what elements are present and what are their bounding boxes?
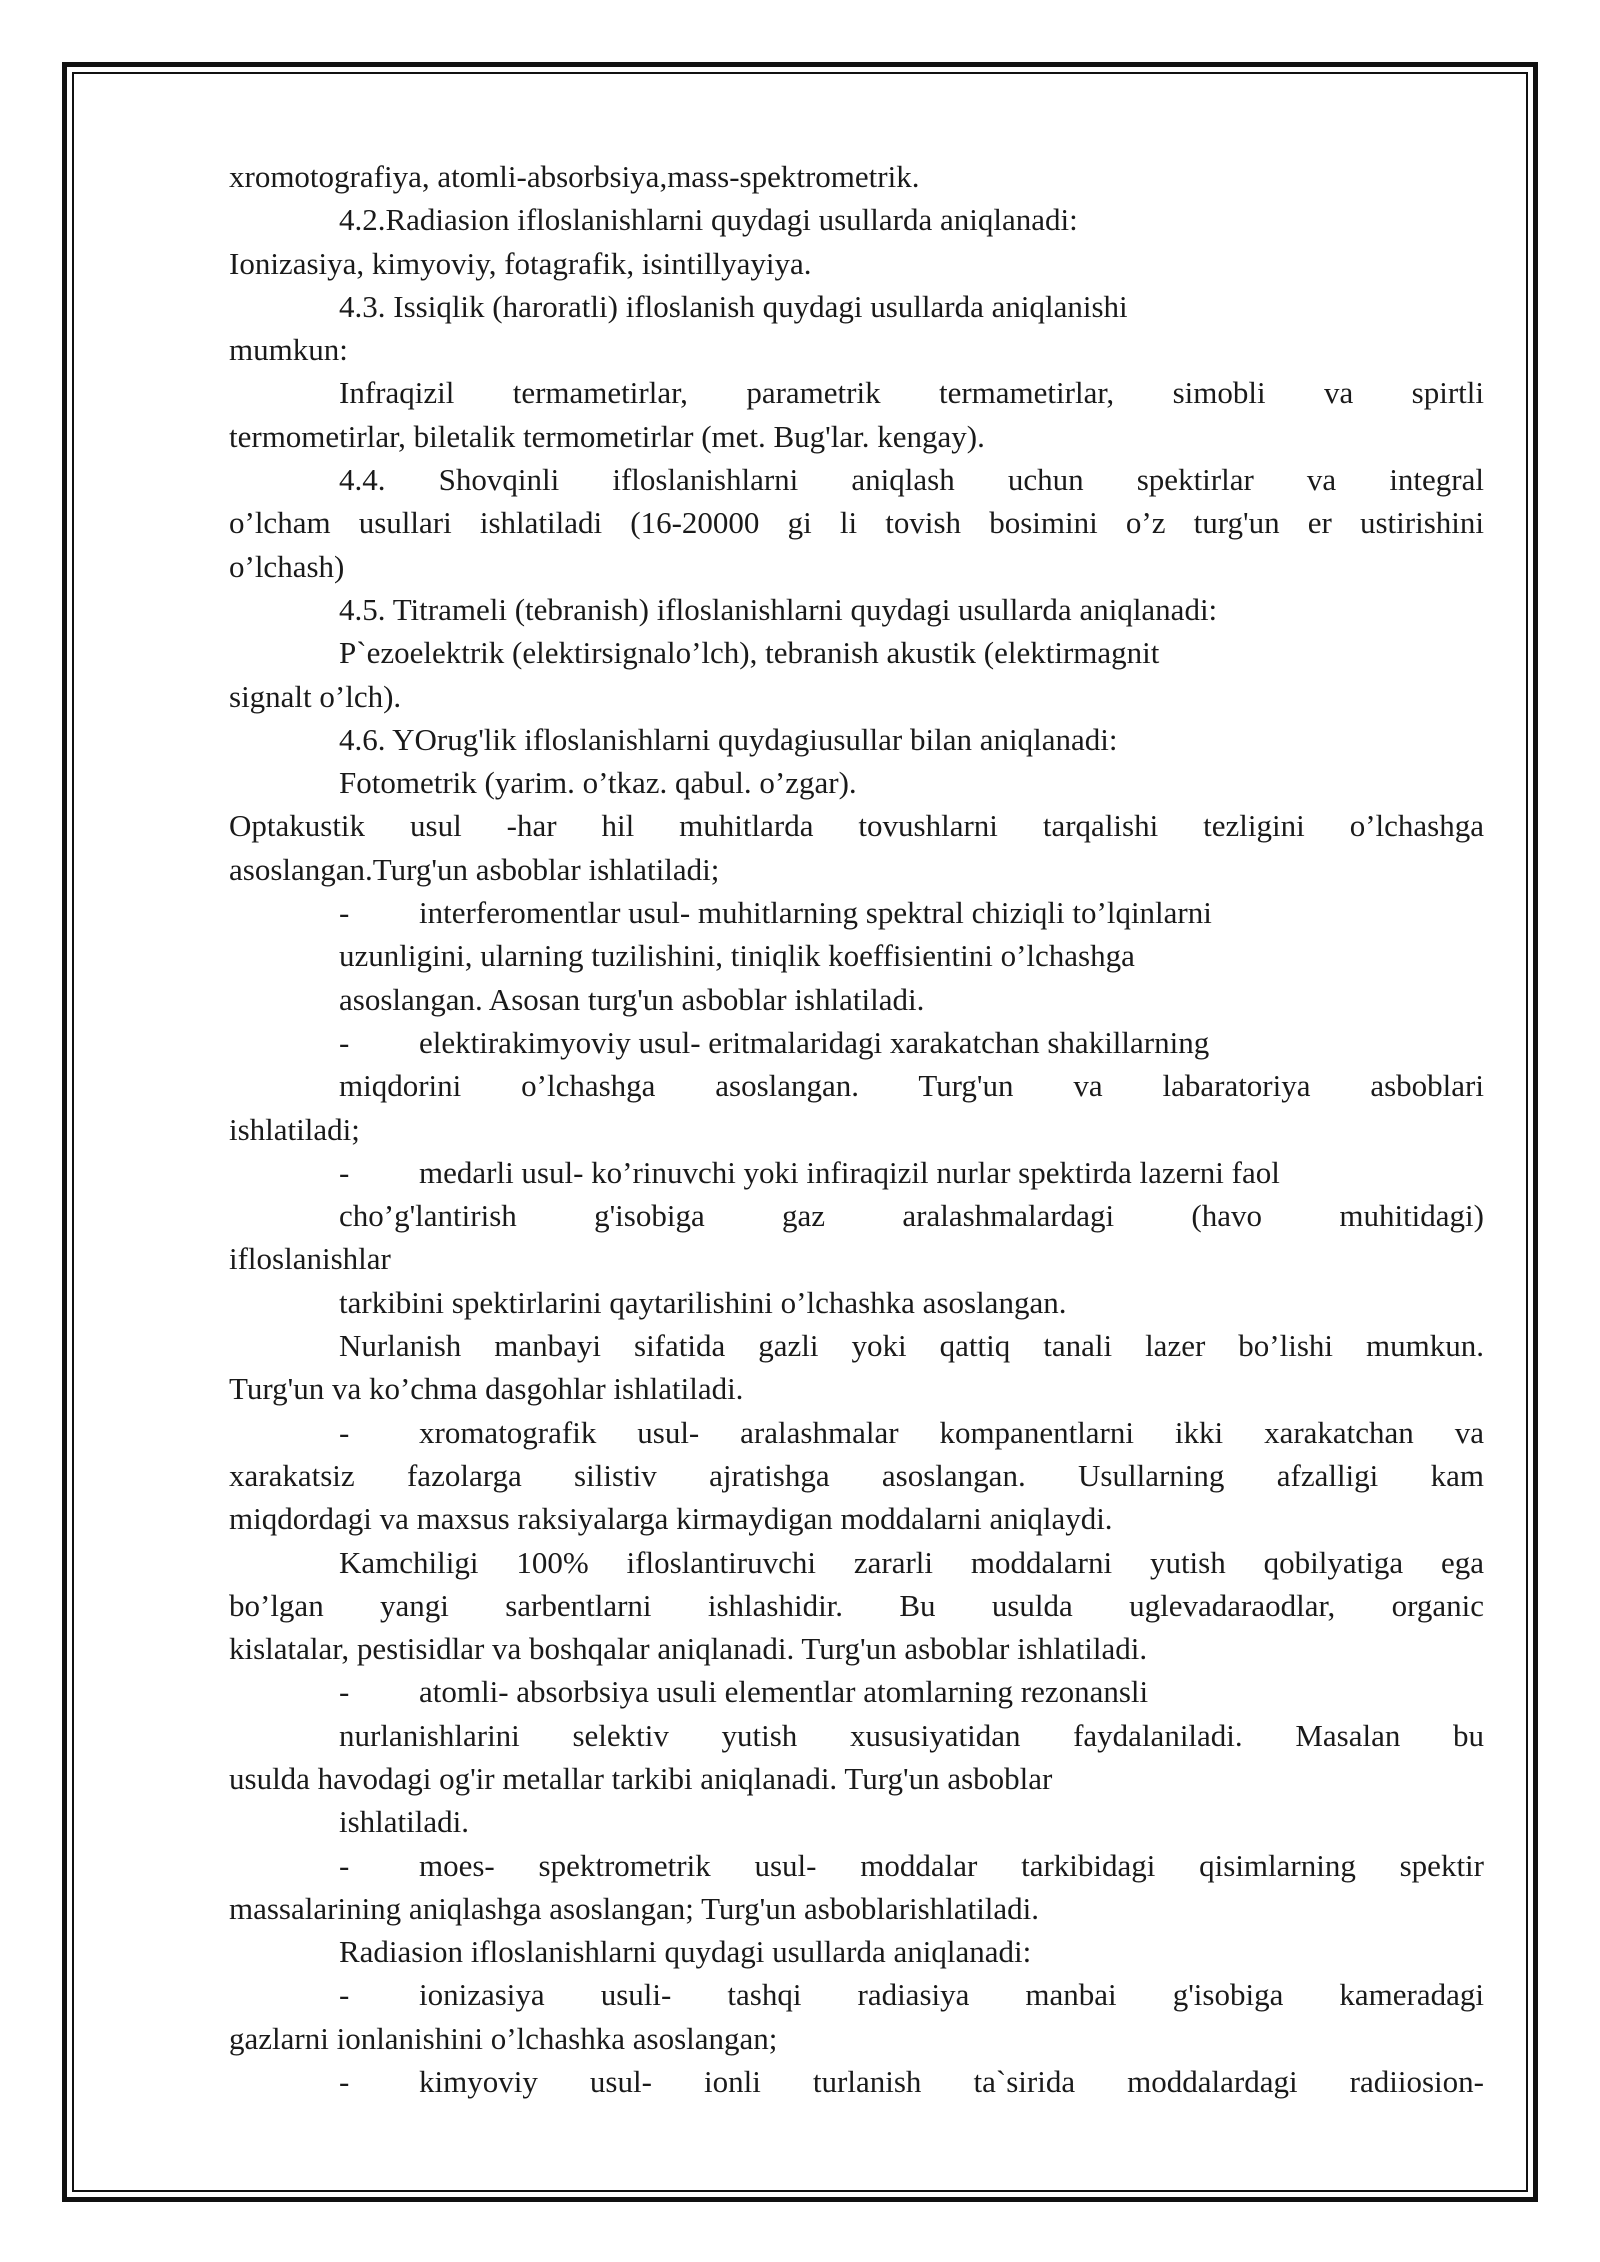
text-line: Infraqizil termametirlar, parametrik termametirlar, simobli va spirtli	[339, 375, 1484, 411]
text-line: mumkun:	[229, 332, 348, 368]
text-line: xarakatsiz fazolarga silistiv ajratishga asoslangan. Usullarning afzalligi kam	[229, 1457, 1484, 1493]
bullet-dash: -	[339, 1674, 350, 1710]
bullet-item	[229, 1973, 1484, 2016]
text-line: medarli usul- ko’rinuvchi yoki infiraqizil nurlar spektirda lazerni faol	[419, 1154, 1280, 1190]
text-line: Nurlanish manbayi sifatida gazli yoki qattiq tanali lazer bo’lishi mumkun.	[339, 1328, 1484, 1364]
text-line: ifloslanishlar	[229, 1241, 391, 1277]
text-line: usulda havodagi og'ir metallar tarkibi aniqlanadi. Turg'un asboblar	[229, 1760, 1053, 1796]
text-line: P`ezoelektrik (elektirsignalo’lch), tebranish akustik (elektirmagnit	[339, 635, 1160, 671]
bullet-item	[229, 1670, 1484, 1713]
text-line: signalt o’lch).	[229, 678, 402, 714]
text-line: ionizasiya usuli- tashqi radiasiya manbai g'isobiga kameradagi	[419, 1977, 1484, 2013]
text-line: Radiasion ifloslanishlarni quydagi usullarda aniqlanadi:	[339, 1934, 1032, 1970]
text-line: Optakustik usul -har hil muhitlarda tovushlarni tarqalishi tezligini o’lchashga	[229, 808, 1484, 844]
text-line: 4.6. YOrug'lik ifloslanishlarni quydagiusullar bilan aniqlanadi:	[339, 721, 1118, 757]
bullet-dash: -	[339, 1977, 350, 2013]
bullet-dash: -	[339, 1847, 350, 1883]
text-line: bo’lgan yangi sarbentlarni ishlashidir. Bu usulda uglevadaraodlar, organic	[229, 1587, 1484, 1623]
bullet-dash: -	[339, 1154, 350, 1190]
bullet-item	[229, 2060, 1484, 2103]
text-line: Ionizasiya, kimyoviy, fotagrafik, isintillyayiya.	[229, 245, 812, 281]
text-line: 4.5. Titrameli (tebranish) ifloslanishlarni quydagi usullarda aniqlanadi:	[339, 591, 1218, 627]
text-line: nurlanishlarini selektiv yutish xususiyatidan faydalaniladi. Masalan bu	[339, 1717, 1484, 1753]
text-line: elektirakimyoviy usul- eritmalaridagi xarakatchan shakillarning	[419, 1024, 1210, 1060]
text-line: atomli- absorbsiya usuli elementlar atomlarning rezonansli	[419, 1674, 1149, 1710]
bullet-item	[229, 891, 1484, 934]
bullet-item	[229, 1151, 1484, 1194]
text-line: miqdordagi va maxsus raksiyalarga kirmaydigan moddalarni aniqlaydi.	[229, 1501, 1113, 1537]
text-line: miqdorini o’lchashga asoslangan. Turg'un va labaratoriya asboblari	[339, 1068, 1484, 1104]
text-line: Turg'un va ko’chma dasgohlar ishlatiladi.	[229, 1371, 744, 1407]
text-line: moes- spektrometrik usul- moddalar tarkibidagi qisimlarning spektir	[419, 1847, 1484, 1883]
text-line: tarkibini spektirlarini qaytarilishini o’lchashka asoslangan.	[339, 1284, 1067, 1320]
text-line: xromotografiya, atomli-absorbsiya,mass-spektrometrik.	[229, 159, 920, 194]
text-line: ishlatiladi.	[339, 1804, 470, 1840]
text-line: interferomentlar usul- muhitlarning spektral chiziqli to’lqinlarni	[419, 895, 1212, 931]
text-line: xromatografik usul- aralashmalar kompanentlarni ikki xarakatchan va	[419, 1414, 1484, 1450]
text-line: 4.3. Issiqlik (haroratli) ifloslanish quydagi usullarda aniqlanishi	[339, 288, 1128, 324]
text-line: Fotometrik (yarim. o’tkaz. qabul. o’zgar).	[339, 765, 857, 801]
bullet-dash: -	[339, 895, 350, 931]
bullet-item	[229, 1021, 1484, 1064]
text-line: asoslangan.Turg'un asboblar ishlatiladi;	[229, 851, 720, 887]
text-line: cho’g'lantirish g'isobiga gaz aralashmalardagi (havo muhitidagi)	[339, 1198, 1484, 1234]
text-line: asoslangan. Asosan turg'un asboblar ishlatiladi.	[339, 981, 925, 1017]
text-line: 4.4. Shovqinli ifloslanishlarni aniqlash uchun spektirlar va integral	[339, 462, 1484, 498]
bullet-dash: -	[339, 2064, 350, 2100]
document-body	[229, 155, 1484, 2103]
text-line: gazlarni ionlanishini o’lchashka asoslangan;	[229, 2020, 778, 2056]
text-line: termometirlar, biletalik termometirlar (met. Bug'lar. kengay).	[229, 418, 985, 454]
text-line: kimyoviy usul- ionli turlanish ta`sirida moddalardagi radiiosion-	[419, 2064, 1484, 2100]
text-line: massalarining aniqlashga asoslangan; Turg'un asboblarishlatiladi.	[229, 1890, 1040, 1926]
bullet-dash: -	[339, 1024, 350, 1060]
bullet-item	[229, 1411, 1484, 1454]
text-line: 4.2.Radiasion ifloslanishlarni quydagi usullarda aniqlanadi:	[339, 202, 1078, 238]
text-line: ishlatiladi;	[229, 1111, 360, 1147]
bullet-item	[229, 1844, 1484, 1887]
text-line: Kamchiligi 100% ifloslantiruvchi zararli moddalarni yutish qobilyatiga ega	[339, 1544, 1484, 1580]
text-line: uzunligini, ularning tuzilishini, tiniqlik koeffisientini o’lchashga	[339, 938, 1135, 974]
text-line: o’lchash)	[229, 548, 345, 584]
bullet-dash: -	[339, 1414, 350, 1450]
text-line: o’lcham usullari ishlatiladi (16-20000 gi li tovish bosimini o’z turg'un er ustirishini	[229, 505, 1484, 541]
text-line: kislatalar, pestisidlar va boshqalar aniqlanadi. Turg'un asboblar ishlatiladi.	[229, 1631, 1148, 1667]
